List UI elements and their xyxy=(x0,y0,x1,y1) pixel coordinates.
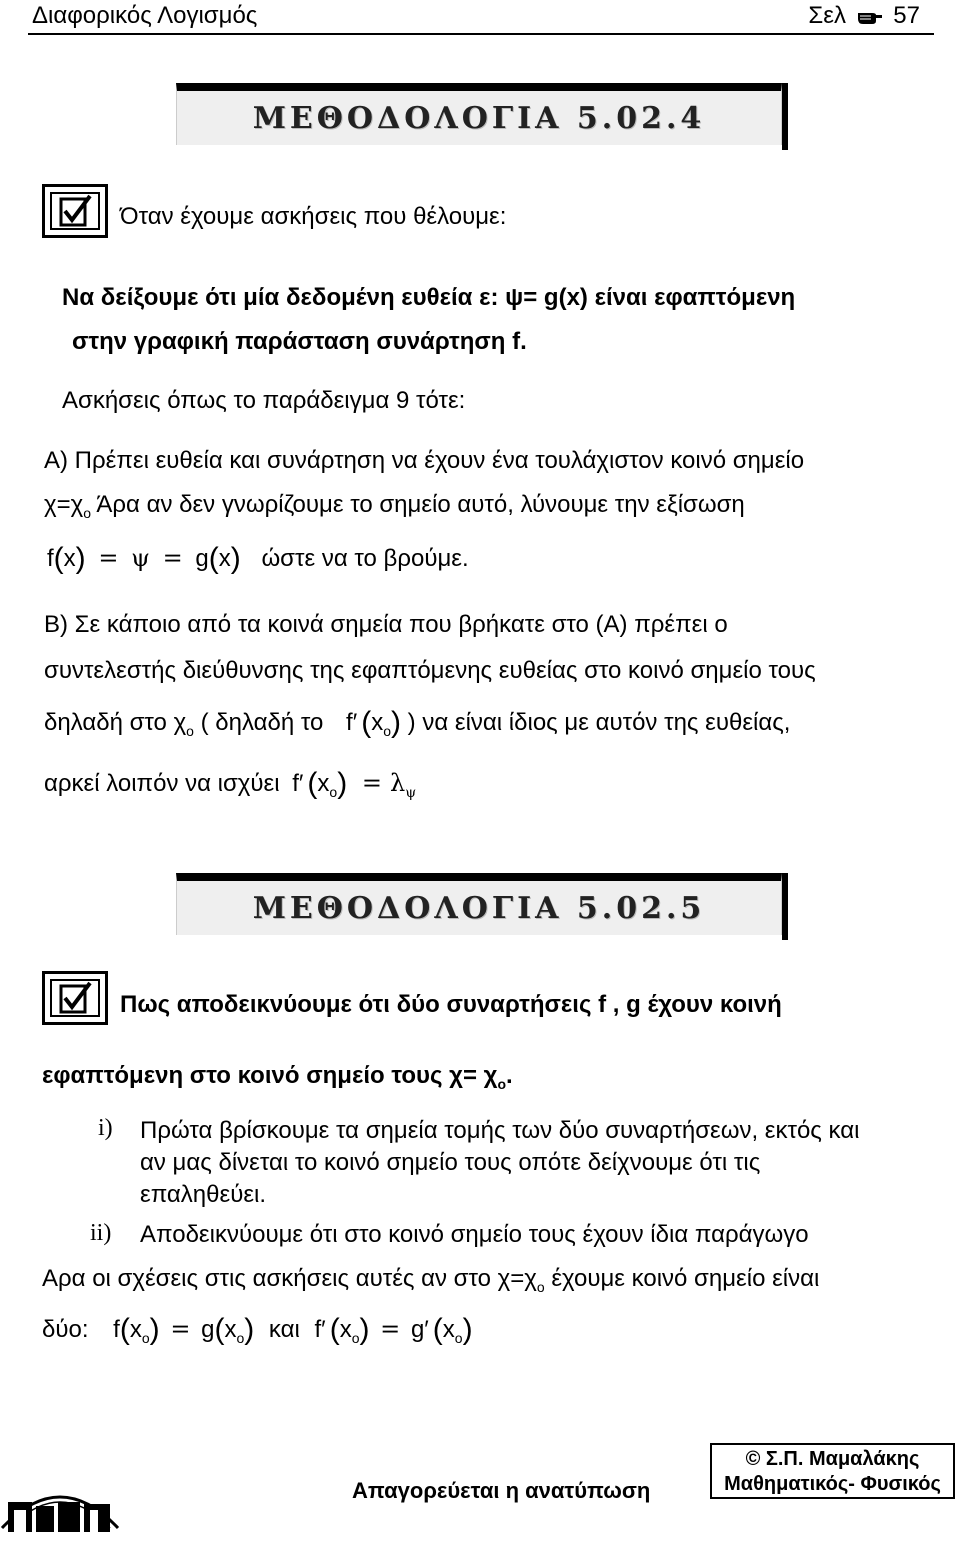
method-banner-2 xyxy=(176,873,782,935)
partB-line3: δηλαδή στο $\chi_o$ ( δηλαδή το f′ $(x_o)$ ) να είναι ίδιος με αυτόν της ευθείας, xyxy=(44,706,791,739)
conclusion-line1: Αρα οι σχέσεις στις ασκήσεις αυτές αν στο $\chi=\chi_o$ έχουμε κοινό σημείο είναι xyxy=(42,1265,820,1295)
list-item: Πρώτα βρίσκουμε τα σημεία τομής των δύο συναρτήσεων, εκτός και αν μας δίνεται το κοινό σημείο τους οπότε δείχνουμε ότι τις επαληθεύει. xyxy=(140,1117,860,1208)
equation-f-psi-g: f(x) = ψ = g(x) ώστε να το βρούμε. xyxy=(47,542,469,575)
partA-line2: $\chi=\chi_o$ Άρα αν δεν γνωρίζουμε το σημείο αυτό, λύνουμε την εξίσωση xyxy=(44,491,745,521)
pointing-hand-icon xyxy=(857,4,883,32)
method1-goal-line1: Να δείξουμε ότι μία δεδομένη ευθεία ε: ψ= g(x) είναι εφαπτόμενη xyxy=(62,284,796,311)
copyright-line2: Μαθηματικός- Φυσικός xyxy=(724,1473,941,1495)
partB-line4: αρκεί λοιπόν να ισχύει f′ $(x_o) = \lambda_\psi$ xyxy=(44,767,417,801)
footer-note: Απαγορεύεται η ανατύπωση xyxy=(352,1478,651,1503)
page-prefix: Σελ xyxy=(808,2,846,29)
list-item-label: ii) xyxy=(90,1220,112,1246)
conclusion-equations: δύο: $f(x_o) = g(x_o)$ και f′ $(x_o) = g'$ $(x_o)$ xyxy=(42,1313,473,1346)
method2-heading-line2: εφαπτόμενη στο κοινό σημείο τους $\chi= \chi_o$. xyxy=(42,1062,513,1092)
copyright-box xyxy=(710,1443,955,1499)
banner-shadow xyxy=(782,83,788,150)
copyright-line1: © Σ.Π. Μαμαλάκης xyxy=(745,1448,920,1470)
banner-shadow xyxy=(782,873,788,940)
list-item-label: i) xyxy=(98,1115,113,1141)
pyli-logo xyxy=(0,1466,120,1538)
method1-goal-line2: στην γραφική παράσταση συνάρτηση f. xyxy=(72,328,527,355)
method2-heading-line1: Πως αποδεικνύουμε ότι δύο συναρτήσεις f , g έχουν κοινή xyxy=(120,991,782,1018)
method1-heading: Όταν έχουμε ασκήσεις που θέλουμε: xyxy=(120,203,507,230)
checkbox-icon xyxy=(42,184,108,238)
header-title: Διαφορικός Λογισμός xyxy=(32,2,258,29)
partB-line2: συντελεστής διεύθυνσης της εφαπτόμενης ευθείας στο κοινό σημείο τους xyxy=(44,657,816,684)
partB-line1: Β) Σε κάποιο από τα κοινά σημεία που βρήκατε στο (Α) πρέπει ο xyxy=(44,611,728,638)
page-number-value: 57 xyxy=(893,2,920,29)
partA-line1: Α) Πρέπει ευθεία και συνάρτηση να έχουν ένα τουλάχιστον κοινό σημείο xyxy=(44,447,805,474)
list-item: Αποδεικνύουμε ότι στο κοινό σημείο τους έχουν ίδια παράγωγο xyxy=(140,1221,809,1248)
page-number xyxy=(808,2,920,32)
method-banner-title: ΜΕΘΟΔΟΛΟΓΙΑ 5.02.4 xyxy=(252,101,706,136)
method-banner-1 xyxy=(176,83,782,145)
method-banner-title: ΜΕΘΟΔΟΛΟΓΙΑ 5.02.5 xyxy=(252,891,706,926)
header-rule xyxy=(28,33,934,35)
checkbox-icon xyxy=(42,971,108,1025)
method1-example: Ασκήσεις όπως το παράδειγμα 9 τότε: xyxy=(62,387,466,414)
